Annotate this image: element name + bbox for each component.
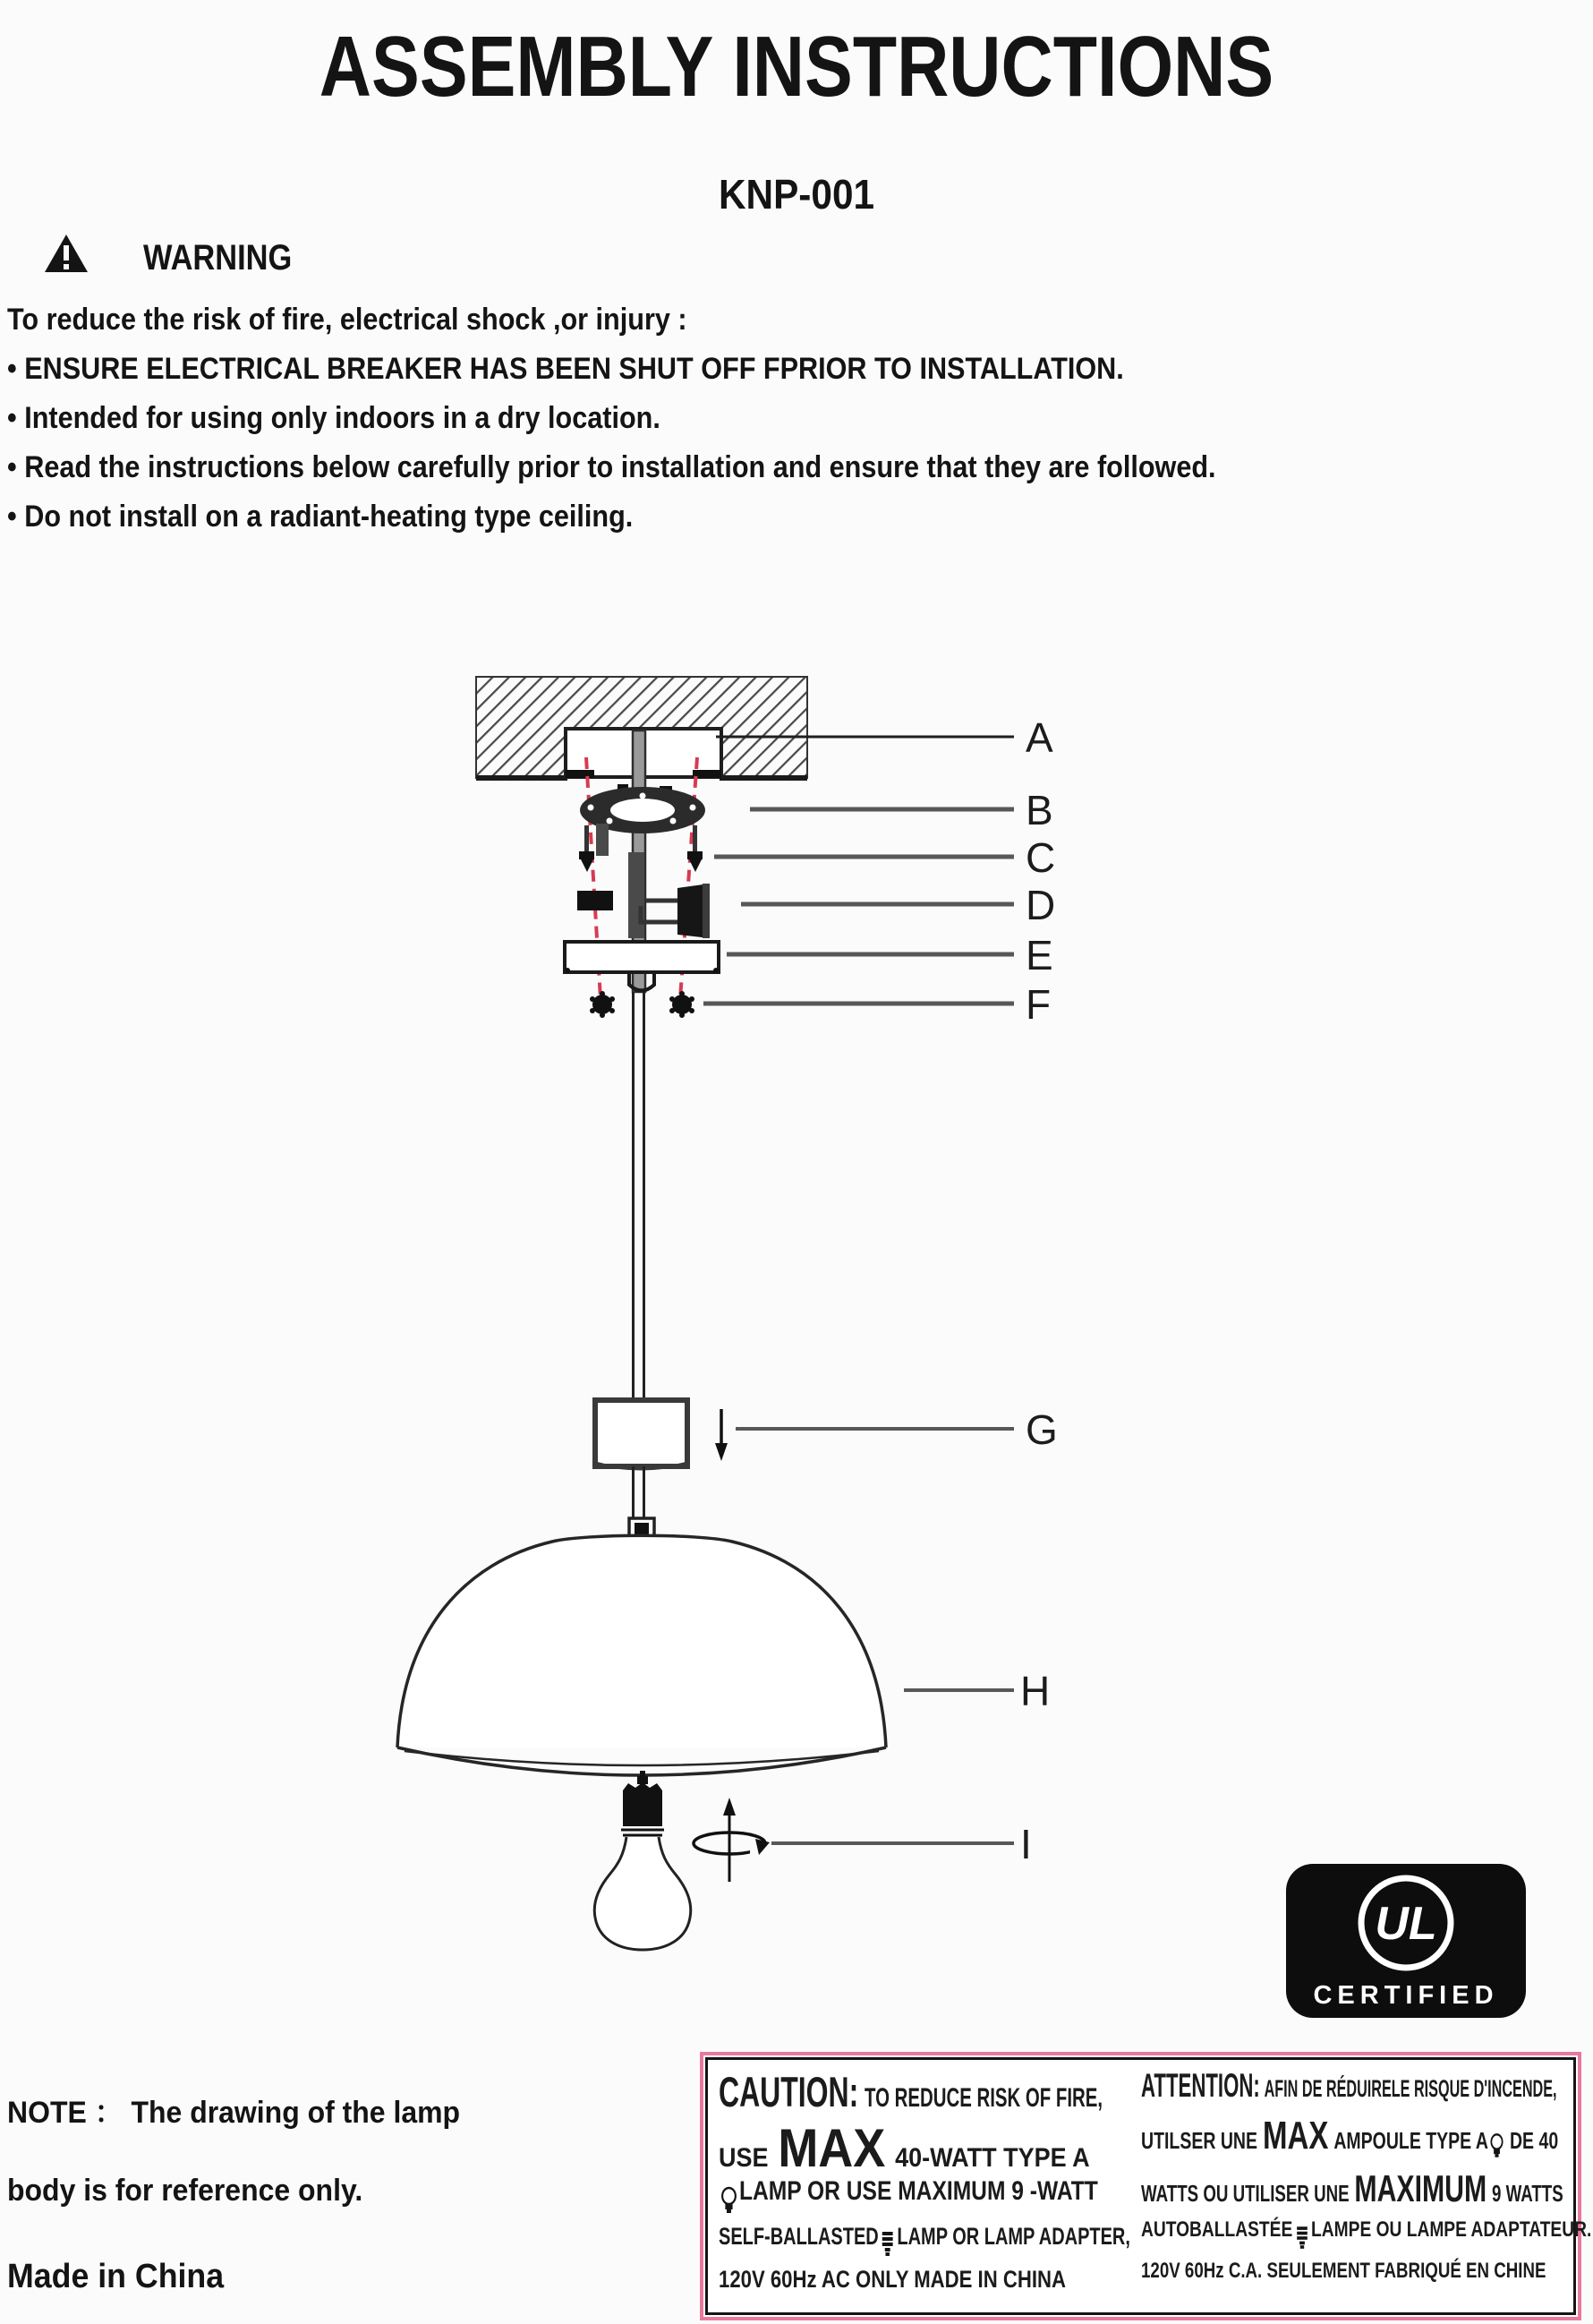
caution-heading-fr: ATTENTION: [1141,2067,1260,2104]
warning-bullet-3: • Read the instructions below carefully prior to installation and ensure that they are followed. [7,450,1216,484]
cfl-icon [881,2231,895,2262]
part-label-c: C [1026,834,1056,881]
ul-logo-icon [1361,1878,1451,1968]
caution-fr-line3a: WATTS OU UTILISER UNE [1141,2180,1350,2207]
caution-heading-en: CAUTION: [719,2068,859,2115]
warning-triangle-icon [43,233,89,278]
part-label-h: H [1020,1668,1051,1714]
down-arrow-icon [715,1409,728,1461]
cap-nut-left [590,991,615,1018]
cord-grip-cylinder [595,1400,687,1469]
model-number: KNP-001 [718,171,875,218]
note-line-2: body is for reference only. [7,2174,363,2208]
bulb-icon [720,2186,737,2219]
part-label-b: B [1026,787,1053,833]
caution-en-line1: TO REDUCE RISK OF FIRE, [865,2083,1103,2113]
caution-fr-line4a: AUTOBALLASTÉE [1141,2217,1293,2242]
caution-fr-line1: AFIN DE RÉDUIRELE RISQUE D'INCENDE, [1264,2075,1557,2102]
cap-nut-right [669,991,694,1018]
light-bulb [594,1771,691,1950]
cfl-icon-fr [1295,2226,1309,2255]
caution-inner-frame [705,2057,1592,2315]
caution-panel [700,2052,1592,2320]
warning-text-block [7,295,1393,542]
part-label-i: I [1020,1821,1032,1867]
caution-en-line4a: SELF-BALLASTED [719,2223,879,2250]
part-labels [1020,714,1058,1867]
caution-fr-line5: 120V 60Hz C.A. SEULEMENT FABRIQUÉ EN CHINE [1141,2259,1546,2283]
caution-fr-line4b: LAMPE OU LAMPE ADAPTATEUR. [1311,2217,1592,2242]
warning-bullet-4: • Do not install on a radiant-heating type ceiling. [7,500,634,534]
part-label-a: A [1026,714,1053,761]
caution-english [719,2067,1129,2309]
caution-fr-maximum: MAXIMUM [1354,2167,1487,2209]
caution-en-line2a: USE [719,2143,769,2173]
page-title: ASSEMBLY INSTRUCTIONS [319,19,1274,115]
part-label-g: G [1026,1406,1058,1453]
part-label-f: F [1026,981,1052,1028]
part-label-d: D [1026,882,1056,928]
caution-en-line2c: 40-WATT TYPE A [895,2143,1090,2173]
bulb-icon-fr [1490,2132,1504,2164]
caution-en-max: MAX [778,2118,886,2178]
mounting-screw-right [687,825,703,872]
note-line-1: NOTE ： The drawing of the lamp [7,2096,461,2130]
warning-bullet-1: • ENSURE ELECTRICAL BREAKER HAS BEEN SHUT OFF FPRIOR TO INSTALLATION. [7,352,1124,386]
caution-en-line3: LAMP OR USE MAXIMUM 9 -WATT [738,2176,1098,2206]
part-label-e: E [1026,932,1053,978]
wire-connector-group [577,852,710,938]
ul-certified-caption: CERTIFIED [1313,1981,1499,2010]
warning-bullet-2: • Intended for using only indoors in a dry location. [7,401,660,435]
caution-fr-line2a: UTILSER UNE [1141,2127,1258,2154]
caution-fr-line3c: 9 WATTS [1491,2180,1563,2207]
canopy [565,942,719,973]
down-rod-lower [634,992,644,1400]
rotate-arrow-icon [694,1798,775,1882]
caution-fr-line2d: DE 40 [1509,2127,1559,2154]
warning-intro: To reduce the risk of fire, electrical shock ,or injury : [7,303,687,337]
dome-shade [397,1535,886,1775]
warning-label: WARNING [143,238,293,278]
ul-certified-badge [1286,1864,1526,2018]
caution-en-line5: 120V 60Hz AC ONLY MADE IN CHINA [719,2266,1066,2293]
caution-fr-max: MAX [1263,2114,1329,2157]
caution-french [1141,2067,1593,2309]
caution-fr-line2c: AMPOULE TYPE A [1333,2127,1488,2154]
caution-en-line4b: LAMP OR LAMP ADAPTER, [897,2223,1130,2250]
note-line-3: Made in China [7,2258,225,2295]
svg-text:UL: UL [1375,1898,1437,1950]
